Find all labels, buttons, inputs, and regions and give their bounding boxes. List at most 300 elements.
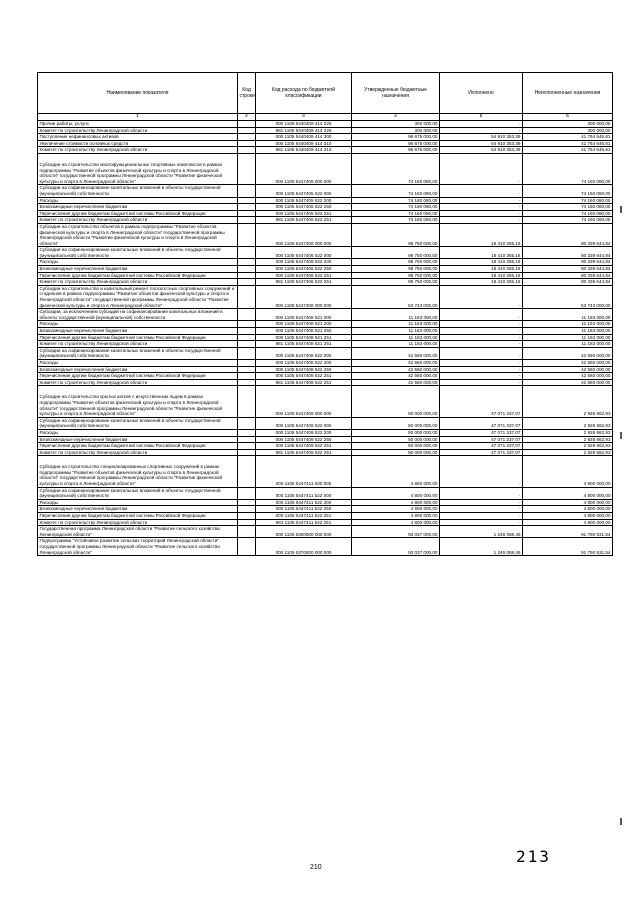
row-approved: 300 000,00 xyxy=(352,121,440,128)
column-number: 3 xyxy=(256,114,352,121)
table-row xyxy=(38,217,613,224)
row-line-code xyxy=(238,210,256,217)
row-approved: 74 160 080,00 xyxy=(352,210,440,217)
row-unexecuted: 11 183 000,00 xyxy=(523,321,613,328)
row-line-code xyxy=(238,366,256,373)
row-name: Перечисления другим бюджетам бюджетной системы Российской Федерации xyxy=(38,373,238,380)
row-budget-code: 981 1105 5447408 521 251 xyxy=(256,341,352,348)
row-line-code xyxy=(238,513,256,520)
row-name: Субсидии на софинансирование капитальных вложений в объекты государственной (муниципальной) собственности xyxy=(38,347,238,359)
row-line-code xyxy=(238,223,256,246)
row-approved: 98 750 000,00 xyxy=(352,247,440,259)
row-budget-code: 981 1105 5447406 522 251 xyxy=(256,279,352,286)
row-budget-code: 000 1105 5447408 000 000 xyxy=(256,285,352,308)
row-executed: - xyxy=(440,334,523,341)
row-approved: 50 000 000,00 xyxy=(352,417,440,429)
row-line-code xyxy=(238,247,256,259)
row-unexecuted: 42 560 000,00 xyxy=(523,373,613,380)
row-line-code xyxy=(238,121,256,128)
row-approved: 74 160 080,00 xyxy=(352,153,440,184)
row-line-code xyxy=(238,538,256,556)
row-executed: - xyxy=(440,456,523,487)
row-unexecuted: 2 928 662,93 xyxy=(523,429,613,436)
row-budget-code: 000 1105 6370000 000 000 xyxy=(256,538,352,556)
row-approved: 50 000 000,00 xyxy=(352,449,440,456)
row-unexecuted: 11 183 000,00 xyxy=(523,334,613,341)
row-budget-code: 000 1105 5447406 522 200 xyxy=(256,259,352,266)
row-unexecuted: 42 560 000,00 xyxy=(523,366,613,373)
row-executed: 47 071 337,07 xyxy=(440,436,523,443)
row-name: Безвозмездные перечисления бюджетам xyxy=(38,506,238,513)
row-approved: 42 560 000,00 xyxy=(352,379,440,386)
row-budget-code: 000 1105 5447409 522 251 xyxy=(256,443,352,450)
row-line-code xyxy=(238,341,256,348)
row-line-code xyxy=(238,309,256,321)
column-number: 1 xyxy=(38,114,238,121)
page-number: 210 xyxy=(310,864,322,871)
row-name: Перечисления другим бюджетам бюджетной системы Российской Федерации xyxy=(38,272,238,279)
row-executed: - xyxy=(440,328,523,335)
row-executed: 54 910 353,39 xyxy=(440,147,523,154)
row-budget-code: 000 1105 5447408 521 251 xyxy=(256,334,352,341)
row-budget-code: 981 1105 5447408 522 251 xyxy=(256,379,352,386)
row-approved: 4 800 000,00 xyxy=(352,499,440,506)
row-unexecuted: 300 000,00 xyxy=(523,121,613,128)
row-budget-code: 000 1105 5440409 414 300 xyxy=(256,134,352,141)
row-line-code xyxy=(238,266,256,273)
row-budget-code: 000 1105 5447405 522 250 xyxy=(256,204,352,211)
scan-edge-mark xyxy=(620,818,622,825)
row-approved: 98 750 000,00 xyxy=(352,223,440,246)
scan-edge-mark xyxy=(620,432,622,439)
row-name: Перечисления другим бюджетам бюджетной системы Российской Федерации xyxy=(38,513,238,520)
row-budget-code: 000 1105 5447408 522 000 xyxy=(256,347,352,359)
row-unexecuted: 91 790 931,54 xyxy=(523,538,613,556)
row-approved: 11 183 000,00 xyxy=(352,334,440,341)
row-unexecuted: 74 160 080,00 xyxy=(523,197,613,204)
row-line-code xyxy=(238,359,256,366)
header-name: Наименование показателя xyxy=(38,73,238,114)
row-approved: 50 000 000,00 xyxy=(352,386,440,417)
row-unexecuted: 300 000,00 xyxy=(523,127,613,134)
row-executed: 1 246 068,46 xyxy=(440,526,523,538)
row-name: Комитет по строительству Ленинградской области xyxy=(38,127,238,134)
table-row xyxy=(38,197,613,204)
row-name: Субсидии на софинансирование капитальных вложений в объекты государственной (муниципальной) собственности xyxy=(38,487,238,499)
column-number-row xyxy=(38,114,613,121)
row-name: Расходы xyxy=(38,197,238,204)
row-line-code xyxy=(238,328,256,335)
row-name: Комитет по строительству Ленинградской области xyxy=(38,449,238,456)
row-name: Субсидии на строительство объектов в рамках подпрограммы "Развитие объектов физической культуры и спорта в Ленинградской области" государственной программы Ленинградской области "Развитие физической культуры и спорта в Ленинградской области" xyxy=(38,223,238,246)
row-executed: - xyxy=(440,153,523,184)
table-row xyxy=(38,328,613,335)
row-approved: 96 675 000,00 xyxy=(352,134,440,141)
handwritten-sheet-number: 213 xyxy=(516,847,551,866)
row-name: Субсидии на софинансирование капитальных вложений в объекты государственной (муниципальной) собственности xyxy=(38,247,238,259)
row-unexecuted: 74 160 080,00 xyxy=(523,204,613,211)
row-executed: - xyxy=(440,366,523,373)
row-executed: - xyxy=(440,210,523,217)
row-name: Субсидии на строительство многофункциональных спортивных комплексов в рамках подпрограммы "Развитие объектов физической культуры и спорта в Ленинградской области" государственной программы Ленинградской области "Развитие физической культуры и спорта в Ленинградской области" xyxy=(38,153,238,184)
row-line-code xyxy=(238,334,256,341)
row-approved: 98 750 000,00 xyxy=(352,279,440,286)
row-unexecuted: 4 800 000,00 xyxy=(523,487,613,499)
row-name: Перечисления другим бюджетам бюджетной системы Российской Федерации xyxy=(38,443,238,450)
row-line-code xyxy=(238,197,256,204)
row-name: Безвозмездные перечисления бюджетам xyxy=(38,436,238,443)
row-budget-code: 000 1105 5440409 414 310 xyxy=(256,140,352,147)
row-name: Комитет по строительству Ленинградской области xyxy=(38,217,238,224)
row-unexecuted: 2 928 662,93 xyxy=(523,417,613,429)
row-approved: 96 675 000,00 xyxy=(352,140,440,147)
table-row xyxy=(38,185,613,197)
table-row xyxy=(38,506,613,513)
row-executed: - xyxy=(440,197,523,204)
row-line-code xyxy=(238,272,256,279)
row-budget-code: 000 1105 5447405 522 200 xyxy=(256,197,352,204)
row-executed: 18 410 355,16 xyxy=(440,279,523,286)
table-row xyxy=(38,347,613,359)
table-row xyxy=(38,309,613,321)
table-row xyxy=(38,538,613,556)
table-row xyxy=(38,140,613,147)
row-approved: 42 560 000,00 xyxy=(352,359,440,366)
row-name: Государственная программа Ленинградской области "Развитие сельского хозяйства Ленинградской области" xyxy=(38,526,238,538)
row-executed: - xyxy=(440,341,523,348)
row-line-code xyxy=(238,279,256,286)
table-row xyxy=(38,272,613,279)
row-approved: 74 160 080,00 xyxy=(352,197,440,204)
table-row xyxy=(38,341,613,348)
row-unexecuted: 41 764 646,61 xyxy=(523,140,613,147)
table-row xyxy=(38,210,613,217)
row-executed: - xyxy=(440,217,523,224)
row-executed: 47 071 337,07 xyxy=(440,429,523,436)
row-budget-code: 000 1105 5447408 522 250 xyxy=(256,366,352,373)
row-line-code xyxy=(238,204,256,211)
budget-execution-table xyxy=(37,72,613,556)
row-line-code xyxy=(238,519,256,526)
row-budget-code: 000 1105 5447408 521 000 xyxy=(256,309,352,321)
row-name: Безвозмездные перечисления бюджетам xyxy=(38,328,238,335)
table-row xyxy=(38,204,613,211)
row-unexecuted: 80 339 644,84 xyxy=(523,272,613,279)
table-row xyxy=(38,429,613,436)
row-name: Субсидии на софинансирование капитальных вложений в объекты государственной (муниципальной) собственности xyxy=(38,417,238,429)
row-name: Субсидии на строительство специализированных спортивных сооружений в рамках подпрограммы "Развитие объектов физической культуры и спорта в Ленинградской области" государственной программы Ленинградской области "Развитие физической культуры и спорта в Ленинградской области" xyxy=(38,456,238,487)
row-approved: 50 000 000,00 xyxy=(352,443,440,450)
row-line-code xyxy=(238,217,256,224)
row-unexecuted: 91 790 931,54 xyxy=(523,526,613,538)
header-executed: Исполнено xyxy=(440,73,523,114)
row-unexecuted: 4 800 000,00 xyxy=(523,499,613,506)
row-unexecuted: 4 800 000,00 xyxy=(523,456,613,487)
row-approved: 96 675 000,00 xyxy=(352,147,440,154)
row-unexecuted: 80 339 644,84 xyxy=(523,266,613,273)
row-unexecuted: 80 339 644,84 xyxy=(523,279,613,286)
row-approved: 93 037 000,00 xyxy=(352,526,440,538)
row-unexecuted: 42 560 000,00 xyxy=(523,347,613,359)
row-budget-code: 000 1105 5447409 522 200 xyxy=(256,429,352,436)
row-name: Перечисления другим бюджетам бюджетной системы Российской Федерации xyxy=(38,210,238,217)
row-line-code xyxy=(238,429,256,436)
row-executed: - xyxy=(440,359,523,366)
header-line-code: Код строки xyxy=(238,73,256,114)
row-line-code xyxy=(238,185,256,197)
row-name: Расходы xyxy=(38,321,238,328)
table-row xyxy=(38,121,613,128)
row-line-code xyxy=(238,386,256,417)
row-approved: 11 183 000,00 xyxy=(352,341,440,348)
column-number: 4 xyxy=(352,114,440,121)
row-executed: - xyxy=(440,373,523,380)
row-budget-code: 000 1105 5447406 522 250 xyxy=(256,266,352,273)
row-budget-code: 000 1105 5447408 521 200 xyxy=(256,321,352,328)
table-header-row xyxy=(38,73,613,114)
table-row xyxy=(38,386,613,417)
row-line-code xyxy=(238,285,256,308)
row-executed: 47 071 337,07 xyxy=(440,417,523,429)
row-line-code xyxy=(238,506,256,513)
row-executed: - xyxy=(440,285,523,308)
row-budget-code: 000 1105 5447409 522 000 xyxy=(256,417,352,429)
row-approved: 300 000,00 xyxy=(352,127,440,134)
row-executed: 18 410 355,16 xyxy=(440,223,523,246)
row-name: Безвозмездные перечисления бюджетам xyxy=(38,204,238,211)
row-approved: 11 183 000,00 xyxy=(352,321,440,328)
row-executed: - xyxy=(440,519,523,526)
row-unexecuted: 53 743 000,00 xyxy=(523,285,613,308)
row-executed: 47 071 337,07 xyxy=(440,449,523,456)
header-approved: Утвержденные бюджетные назначения xyxy=(352,73,440,114)
header-budget-code: Код расхода по бюджетной классификации xyxy=(256,73,352,114)
row-line-code xyxy=(238,443,256,450)
row-executed: 47 071 337,07 xyxy=(440,443,523,450)
row-line-code xyxy=(238,321,256,328)
row-line-code xyxy=(238,127,256,134)
row-approved: 98 750 000,00 xyxy=(352,259,440,266)
row-unexecuted: 2 928 662,93 xyxy=(523,443,613,450)
row-approved: 42 560 000,00 xyxy=(352,347,440,359)
row-line-code xyxy=(238,436,256,443)
table-row xyxy=(38,499,613,506)
row-approved: 74 160 080,00 xyxy=(352,217,440,224)
row-budget-code: 000 1105 5447406 000 000 xyxy=(256,223,352,246)
row-approved: 93 037 000,00 xyxy=(352,538,440,556)
table-row xyxy=(38,379,613,386)
row-unexecuted: 74 160 080,00 xyxy=(523,153,613,184)
row-executed: 18 410 355,16 xyxy=(440,247,523,259)
table-row xyxy=(38,417,613,429)
row-approved: 50 000 000,00 xyxy=(352,436,440,443)
row-line-code xyxy=(238,417,256,429)
row-name: Безвозмездные перечисления бюджетам xyxy=(38,366,238,373)
row-name: Субсидии на строительство и капитальный ремонт плоскостных спортивных сооружений и стадионов в рамках подпрограммы "Развитие объектов физической культуры и спорта в Ленинградской области" государственной программы Ленинградской области "Развитие физической культуры и спорта в Ленинградской области" xyxy=(38,285,238,308)
row-approved: 42 560 000,00 xyxy=(352,366,440,373)
row-name: Расходы xyxy=(38,259,238,266)
row-unexecuted: 74 160 080,00 xyxy=(523,210,613,217)
table-body xyxy=(38,121,613,556)
row-executed: - xyxy=(440,379,523,386)
row-name: Увеличение стоимости основных средств xyxy=(38,140,238,147)
table-row xyxy=(38,127,613,134)
table-row xyxy=(38,266,613,273)
table-row xyxy=(38,443,613,450)
row-approved: 4 800 000,00 xyxy=(352,506,440,513)
row-budget-code: 000 1105 6300000 000 000 xyxy=(256,526,352,538)
row-line-code xyxy=(238,499,256,506)
header-unexecuted: Неисполненные назначения xyxy=(523,73,613,114)
row-budget-code: 000 1105 5447411 522 000 xyxy=(256,487,352,499)
row-unexecuted: 4 800 000,00 xyxy=(523,506,613,513)
row-budget-code: 981 1105 5447405 522 251 xyxy=(256,217,352,224)
row-unexecuted: 2 928 662,93 xyxy=(523,436,613,443)
column-number: 5 xyxy=(440,114,523,121)
row-unexecuted: 80 339 644,84 xyxy=(523,259,613,266)
row-budget-code: 000 1105 5447411 522 200 xyxy=(256,499,352,506)
row-budget-code: 000 1105 5447408 522 251 xyxy=(256,373,352,380)
table-row xyxy=(38,279,613,286)
row-name: Комитет по строительству Ленинградской области xyxy=(38,279,238,286)
row-budget-code: 000 1105 5447408 522 200 xyxy=(256,359,352,366)
row-unexecuted: 4 800 000,00 xyxy=(523,513,613,520)
table-row xyxy=(38,526,613,538)
row-executed: - xyxy=(440,347,523,359)
table-row xyxy=(38,449,613,456)
row-unexecuted: 80 339 644,84 xyxy=(523,247,613,259)
row-executed: - xyxy=(440,499,523,506)
row-budget-code: 000 1105 5447409 000 000 xyxy=(256,386,352,417)
row-budget-code: 000 1105 5447406 522 251 xyxy=(256,272,352,279)
table-row xyxy=(38,147,613,154)
row-budget-code: 000 1105 5447408 521 250 xyxy=(256,328,352,335)
row-executed: - xyxy=(440,121,523,128)
row-line-code xyxy=(238,153,256,184)
row-unexecuted: 42 560 000,00 xyxy=(523,379,613,386)
row-name: Перечисления другим бюджетам бюджетной системы Российской Федерации xyxy=(38,334,238,341)
table-row xyxy=(38,366,613,373)
row-unexecuted: 42 560 000,00 xyxy=(523,359,613,366)
row-approved: 4 800 000,00 xyxy=(352,513,440,520)
row-budget-code: 000 1105 5447405 000 000 xyxy=(256,153,352,184)
row-unexecuted: 4 800 000,00 xyxy=(523,519,613,526)
row-executed: 1 246 068,46 xyxy=(440,538,523,556)
row-line-code xyxy=(238,259,256,266)
row-name: Прочие работы, услуги xyxy=(38,121,238,128)
table-row xyxy=(38,487,613,499)
row-executed: - xyxy=(440,513,523,520)
row-budget-code: 000 1105 5447409 522 250 xyxy=(256,436,352,443)
row-executed: - xyxy=(440,487,523,499)
row-executed: - xyxy=(440,204,523,211)
row-line-code xyxy=(238,456,256,487)
row-budget-code: 000 1105 5447411 000 000 xyxy=(256,456,352,487)
row-executed: - xyxy=(440,506,523,513)
row-executed: 18 410 355,16 xyxy=(440,266,523,273)
table-row xyxy=(38,456,613,487)
row-line-code xyxy=(238,487,256,499)
table-row xyxy=(38,334,613,341)
row-line-code xyxy=(238,140,256,147)
row-name: Субсидии, за исключением субсидий на софинансирование капитальных вложений в объекты государственной (муниципальной) собственности xyxy=(38,309,238,321)
row-unexecuted: 74 160 080,00 xyxy=(523,217,613,224)
scan-edge-mark xyxy=(620,206,622,213)
row-budget-code: 000 1105 5447405 522 251 xyxy=(256,210,352,217)
row-name: Расходы xyxy=(38,499,238,506)
row-line-code xyxy=(238,379,256,386)
table-row xyxy=(38,359,613,366)
table-row xyxy=(38,373,613,380)
row-executed: - xyxy=(440,321,523,328)
row-name: Расходы xyxy=(38,359,238,366)
row-approved: 53 743 000,00 xyxy=(352,285,440,308)
table-row xyxy=(38,223,613,246)
row-unexecuted: 2 928 662,93 xyxy=(523,386,613,417)
row-budget-code: 000 1105 5447411 522 251 xyxy=(256,513,352,520)
row-unexecuted: 11 183 000,00 xyxy=(523,309,613,321)
column-number: 2 xyxy=(238,114,256,121)
row-line-code xyxy=(238,526,256,538)
row-executed: - xyxy=(440,185,523,197)
row-name: Комитет по строительству Ленинградской области xyxy=(38,519,238,526)
row-unexecuted: 11 183 000,00 xyxy=(523,341,613,348)
row-budget-code: 000 1105 5447406 522 000 xyxy=(256,247,352,259)
row-name: Комитет по строительству Ленинградской области xyxy=(38,341,238,348)
row-budget-code: 981 1105 5440409 414 310 xyxy=(256,147,352,154)
row-name: Поступление нефинансовых активов xyxy=(38,134,238,141)
table-row xyxy=(38,153,613,184)
row-approved: 98 750 000,00 xyxy=(352,266,440,273)
row-unexecuted: 80 339 644,84 xyxy=(523,223,613,246)
row-approved: 50 000 000,00 xyxy=(352,429,440,436)
row-name: Подпрограмма "Устойчивое развитие сельских территорий Ленинградской области" государственной программы Ленинградской области "Развитие сельского хозяйства Ленинградской области" xyxy=(38,538,238,556)
column-number: 6 xyxy=(523,114,613,121)
row-budget-code: 000 1105 5447411 522 250 xyxy=(256,506,352,513)
row-unexecuted: 41 764 646,61 xyxy=(523,147,613,154)
row-executed: 54 910 353,39 xyxy=(440,140,523,147)
row-unexecuted: 74 160 080,00 xyxy=(523,185,613,197)
row-name: Субсидии на софинансирование капитальных вложений в объекты государственной (муниципальной) собственности xyxy=(38,185,238,197)
row-line-code xyxy=(238,134,256,141)
row-approved: 4 800 000,00 xyxy=(352,487,440,499)
row-executed: 54 910 353,39 xyxy=(440,134,523,141)
row-budget-code: 981 1105 5447411 522 251 xyxy=(256,519,352,526)
row-executed: - xyxy=(440,127,523,134)
row-line-code xyxy=(238,449,256,456)
row-name: Расходы xyxy=(38,429,238,436)
row-line-code xyxy=(238,347,256,359)
table-row xyxy=(38,519,613,526)
row-approved: 74 160 080,00 xyxy=(352,185,440,197)
row-approved: 11 183 000,00 xyxy=(352,309,440,321)
row-budget-code: 981 1105 5447409 522 251 xyxy=(256,449,352,456)
row-budget-code: 000 1105 5447405 522 000 xyxy=(256,185,352,197)
row-unexecuted: 2 928 662,93 xyxy=(523,449,613,456)
row-executed: 18 410 355,16 xyxy=(440,272,523,279)
table-row xyxy=(38,321,613,328)
row-executed: 47 071 337,07 xyxy=(440,386,523,417)
row-unexecuted: 41 764 646,61 xyxy=(523,134,613,141)
row-unexecuted: 11 183 000,00 xyxy=(523,328,613,335)
row-name: Субсидии на строительство крытых катков с искусственным льдом в рамках подпрограммы "Развитие объектов физической культуры и спорта в Ленинградской области" государственной программы Ленинградской области "Развитие физической культуры и спорта в Ленинградской области" xyxy=(38,386,238,417)
table-row xyxy=(38,247,613,259)
table-row xyxy=(38,436,613,443)
row-approved: 98 750 000,00 xyxy=(352,272,440,279)
row-approved: 4 800 000,00 xyxy=(352,519,440,526)
row-name: Комитет по строительству Ленинградской области xyxy=(38,147,238,154)
row-approved: 74 160 080,00 xyxy=(352,204,440,211)
